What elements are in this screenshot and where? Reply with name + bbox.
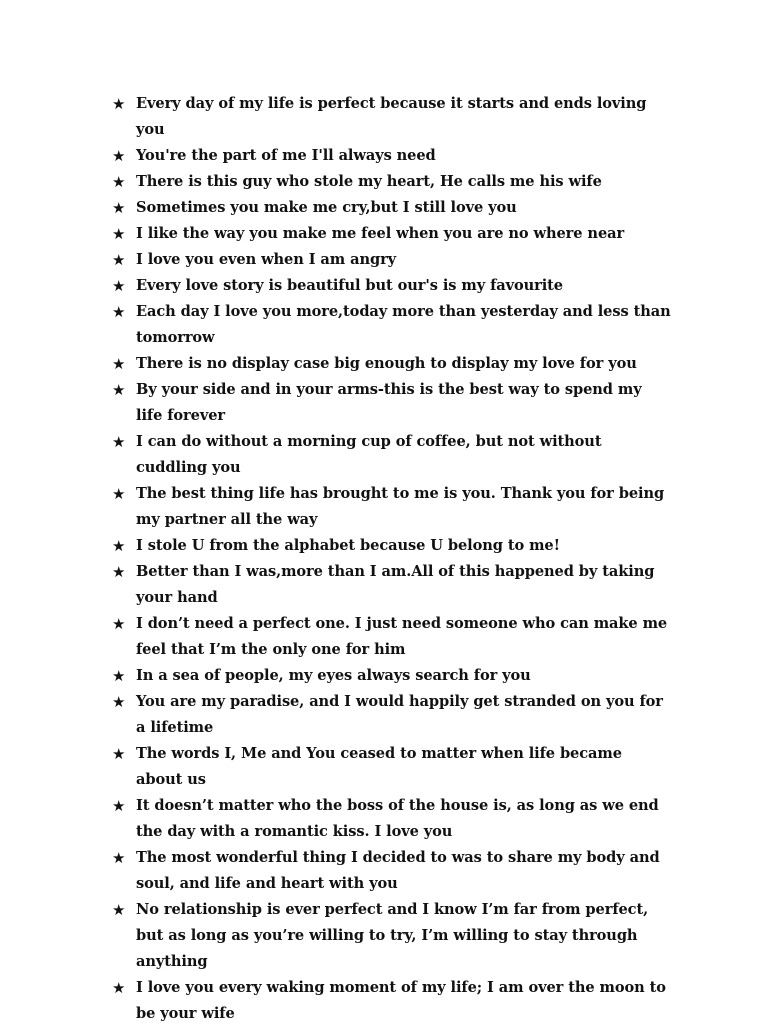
list-item (112, 91, 672, 143)
list-item (112, 221, 672, 247)
list-item (112, 169, 672, 195)
quote-text: In a sea of people, my eyes always search for you (136, 667, 531, 684)
star-icon: ★ (112, 95, 126, 113)
quote-text: The most wonderful thing I decided to was to share my body and soul, and life and heart with you (136, 849, 660, 892)
list-item (112, 845, 672, 897)
star-icon: ★ (112, 615, 126, 633)
list-item (112, 143, 672, 169)
list-item (112, 741, 672, 793)
quote-text: I like the way you make me feel when you are no where near (136, 225, 625, 242)
list-item (112, 663, 672, 689)
quote-text: I love you even when I am angry (136, 251, 397, 268)
star-icon: ★ (112, 667, 126, 685)
star-icon: ★ (112, 355, 126, 373)
list-item (112, 429, 672, 481)
quote-text: There is no display case big enough to display my love for you (136, 355, 637, 372)
quote-text: I don’t need a perfect one. I just need someone who can make me feel that I’m the only one for him (136, 615, 668, 658)
list-item (112, 299, 672, 351)
star-icon: ★ (112, 433, 126, 451)
star-icon: ★ (112, 277, 126, 295)
list-item (112, 273, 672, 299)
star-icon: ★ (112, 303, 126, 321)
quote-text: The best thing life has brought to me is you. Thank you for being my partner all the way (136, 485, 665, 528)
quote-text: You're the part of me I'll always need (136, 147, 436, 164)
list-item (112, 533, 672, 559)
quote-text: Sometimes you make me cry,but I still love you (136, 199, 517, 216)
list-item (112, 897, 672, 975)
list-item (112, 195, 672, 221)
quote-text: I love you every waking moment of my life; I am over the moon to be your wife (136, 979, 666, 1022)
quote-text: Every love story is beautiful but our's is my favourite (136, 277, 563, 294)
quote-text: It doesn’t matter who the boss of the house is, as long as we end the day with a romantic kiss. I love you (136, 797, 659, 840)
quote-text: Better than I was,more than I am.All of this happened by taking your hand (136, 563, 655, 606)
quote-text: There is this guy who stole my heart, He calls me his wife (136, 173, 602, 190)
star-icon: ★ (112, 979, 126, 997)
star-icon: ★ (112, 381, 126, 399)
list-item (112, 559, 672, 611)
star-icon: ★ (112, 251, 126, 269)
star-icon: ★ (112, 485, 126, 503)
quote-text: You are my paradise, and I would happily get stranded on you for a lifetime (136, 693, 663, 736)
list-item (112, 689, 672, 741)
list-item (112, 247, 672, 273)
star-icon: ★ (112, 537, 126, 555)
list-item (112, 351, 672, 377)
star-icon: ★ (112, 563, 126, 581)
quote-text: I can do without a morning cup of coffee, but not without cuddling you (136, 433, 602, 476)
star-icon: ★ (112, 849, 126, 867)
star-icon: ★ (112, 745, 126, 763)
quote-text: Each day I love you more,today more than yesterday and less than tomorrow (136, 303, 671, 346)
quote-text: Every day of my life is perfect because it starts and ends loving you (136, 95, 647, 138)
star-icon: ★ (112, 797, 126, 815)
star-icon: ★ (112, 225, 126, 243)
star-icon: ★ (112, 199, 126, 217)
star-icon: ★ (112, 147, 126, 165)
quote-list (112, 91, 672, 1027)
quote-text: The words I, Me and You ceased to matter when life became about us (136, 745, 622, 788)
star-icon: ★ (112, 901, 126, 919)
star-icon: ★ (112, 693, 126, 711)
list-item (112, 611, 672, 663)
quote-text: No relationship is ever perfect and I know I’m far from perfect, but as long as you’re willing to try, I’m willing to stay through anything (136, 901, 649, 970)
list-item (112, 793, 672, 845)
list-item (112, 975, 672, 1027)
quote-text: By your side and in your arms-this is the best way to spend my life forever (136, 381, 642, 424)
list-item (112, 377, 672, 429)
quote-text: I stole U from the alphabet because U belong to me! (136, 537, 560, 554)
list-item (112, 481, 672, 533)
star-icon: ★ (112, 173, 126, 191)
